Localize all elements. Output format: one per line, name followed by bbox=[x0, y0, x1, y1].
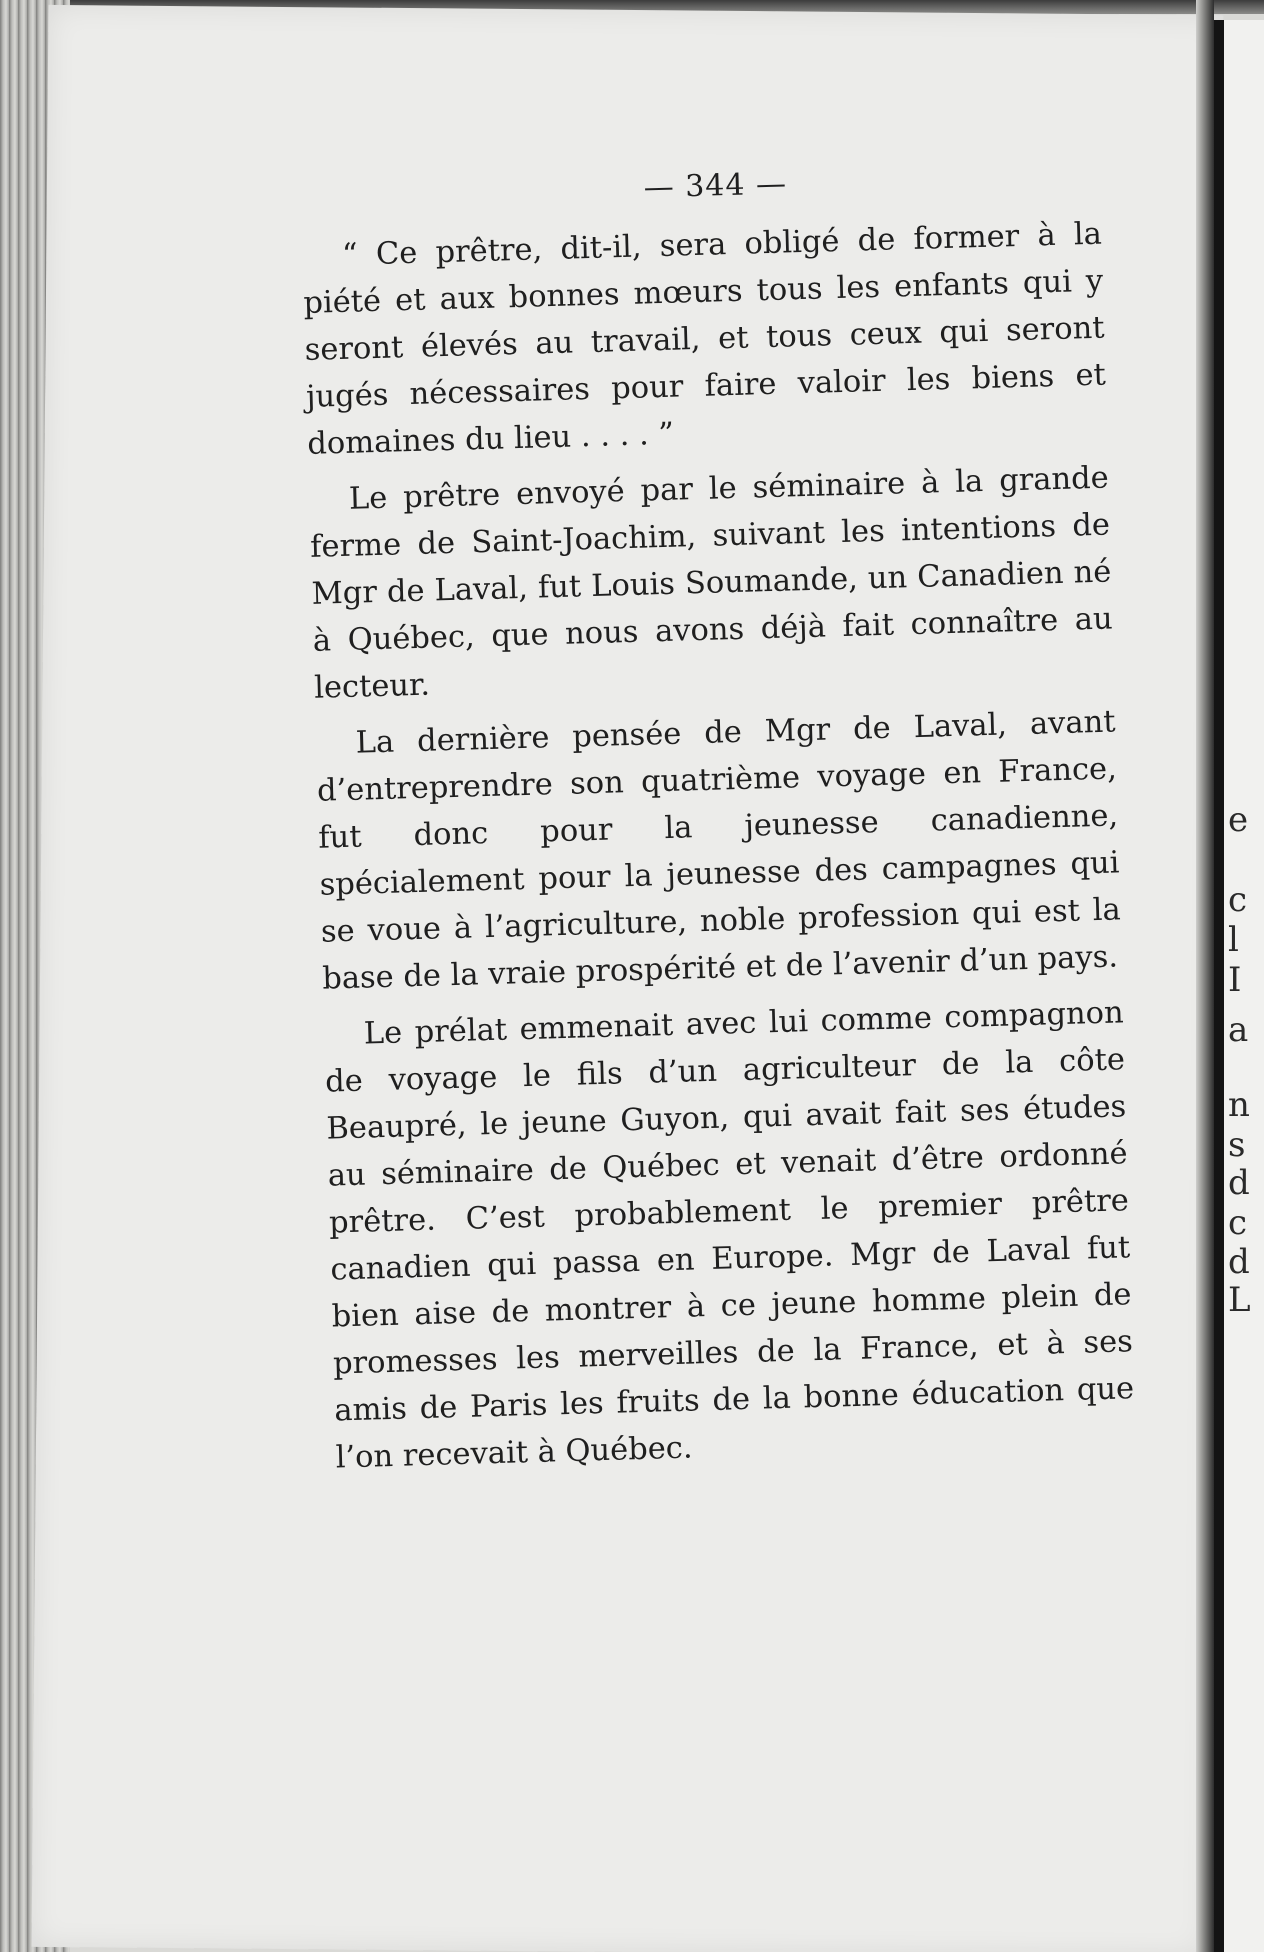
facing-letter: L bbox=[1228, 1280, 1251, 1320]
paragraph-laval-thought: La dernière pensée de Mgr de Laval, avant d’entreprendre son quatrième voyage en France, fut donc pour la jeunesse canadienne, spécialement pour la jeunesse des campagnes qui se voue à l’agriculture, noble profession qui est la base de la vraie prospérité et de l’avenir d’un pays. bbox=[316, 704, 1122, 997]
page-number: — 344 — bbox=[643, 166, 788, 206]
facing-letter: c bbox=[1228, 880, 1248, 920]
facing-letter: I bbox=[1228, 960, 1242, 1000]
facing-letter: a bbox=[1228, 1010, 1249, 1050]
page-content bbox=[300, 158, 1136, 1491]
paragraph-soumande: Le prêtre envoyé par le séminaire à la grande ferme de Saint-Joachim, suivant les intentions de Mgr de Laval, fut Louis Soumande, un Canadien né à Québec, que nous avons déjà fait connaître au lecteur. bbox=[309, 460, 1114, 706]
facing-letter: d bbox=[1228, 1163, 1250, 1203]
facing-page bbox=[1214, 20, 1264, 1952]
book-gutter bbox=[1196, 0, 1214, 1952]
facing-letter: d bbox=[1228, 1242, 1250, 1282]
facing-letter: n bbox=[1228, 1085, 1250, 1125]
facing-letter: s bbox=[1228, 1125, 1246, 1165]
facing-letter: e bbox=[1228, 800, 1249, 840]
paragraph-guyon: Le prélat emmenait avec lui comme compagnon de voyage le fils d’un agriculteur de la côte Beaupré, le jeune Guyon, qui avait fait ses études au séminaire de Québec et venait d’être ordonné prêtre. C’est probablement le premier prêtre canadien qui passa en Europe. Mgr de Laval fut bien aise de montrer à ce jeune homme plein de promesses les merveilles de la France, et à ses amis de Paris les fruits de la bonne éducation que l’on recevait à Québec. bbox=[324, 995, 1135, 1476]
facing-letter: l bbox=[1228, 920, 1239, 960]
facing-letter: c bbox=[1228, 1203, 1248, 1243]
paragraph-quote: “ Ce prêtre, dit-il, sera obligé de former à la piété et aux bonnes mœurs tous les enfants qui y seront élevés au travail, et tous ceux qui seront jugés nécessaires pour faire valoir les biens et domaines du lieu . . . . ” bbox=[302, 216, 1107, 462]
